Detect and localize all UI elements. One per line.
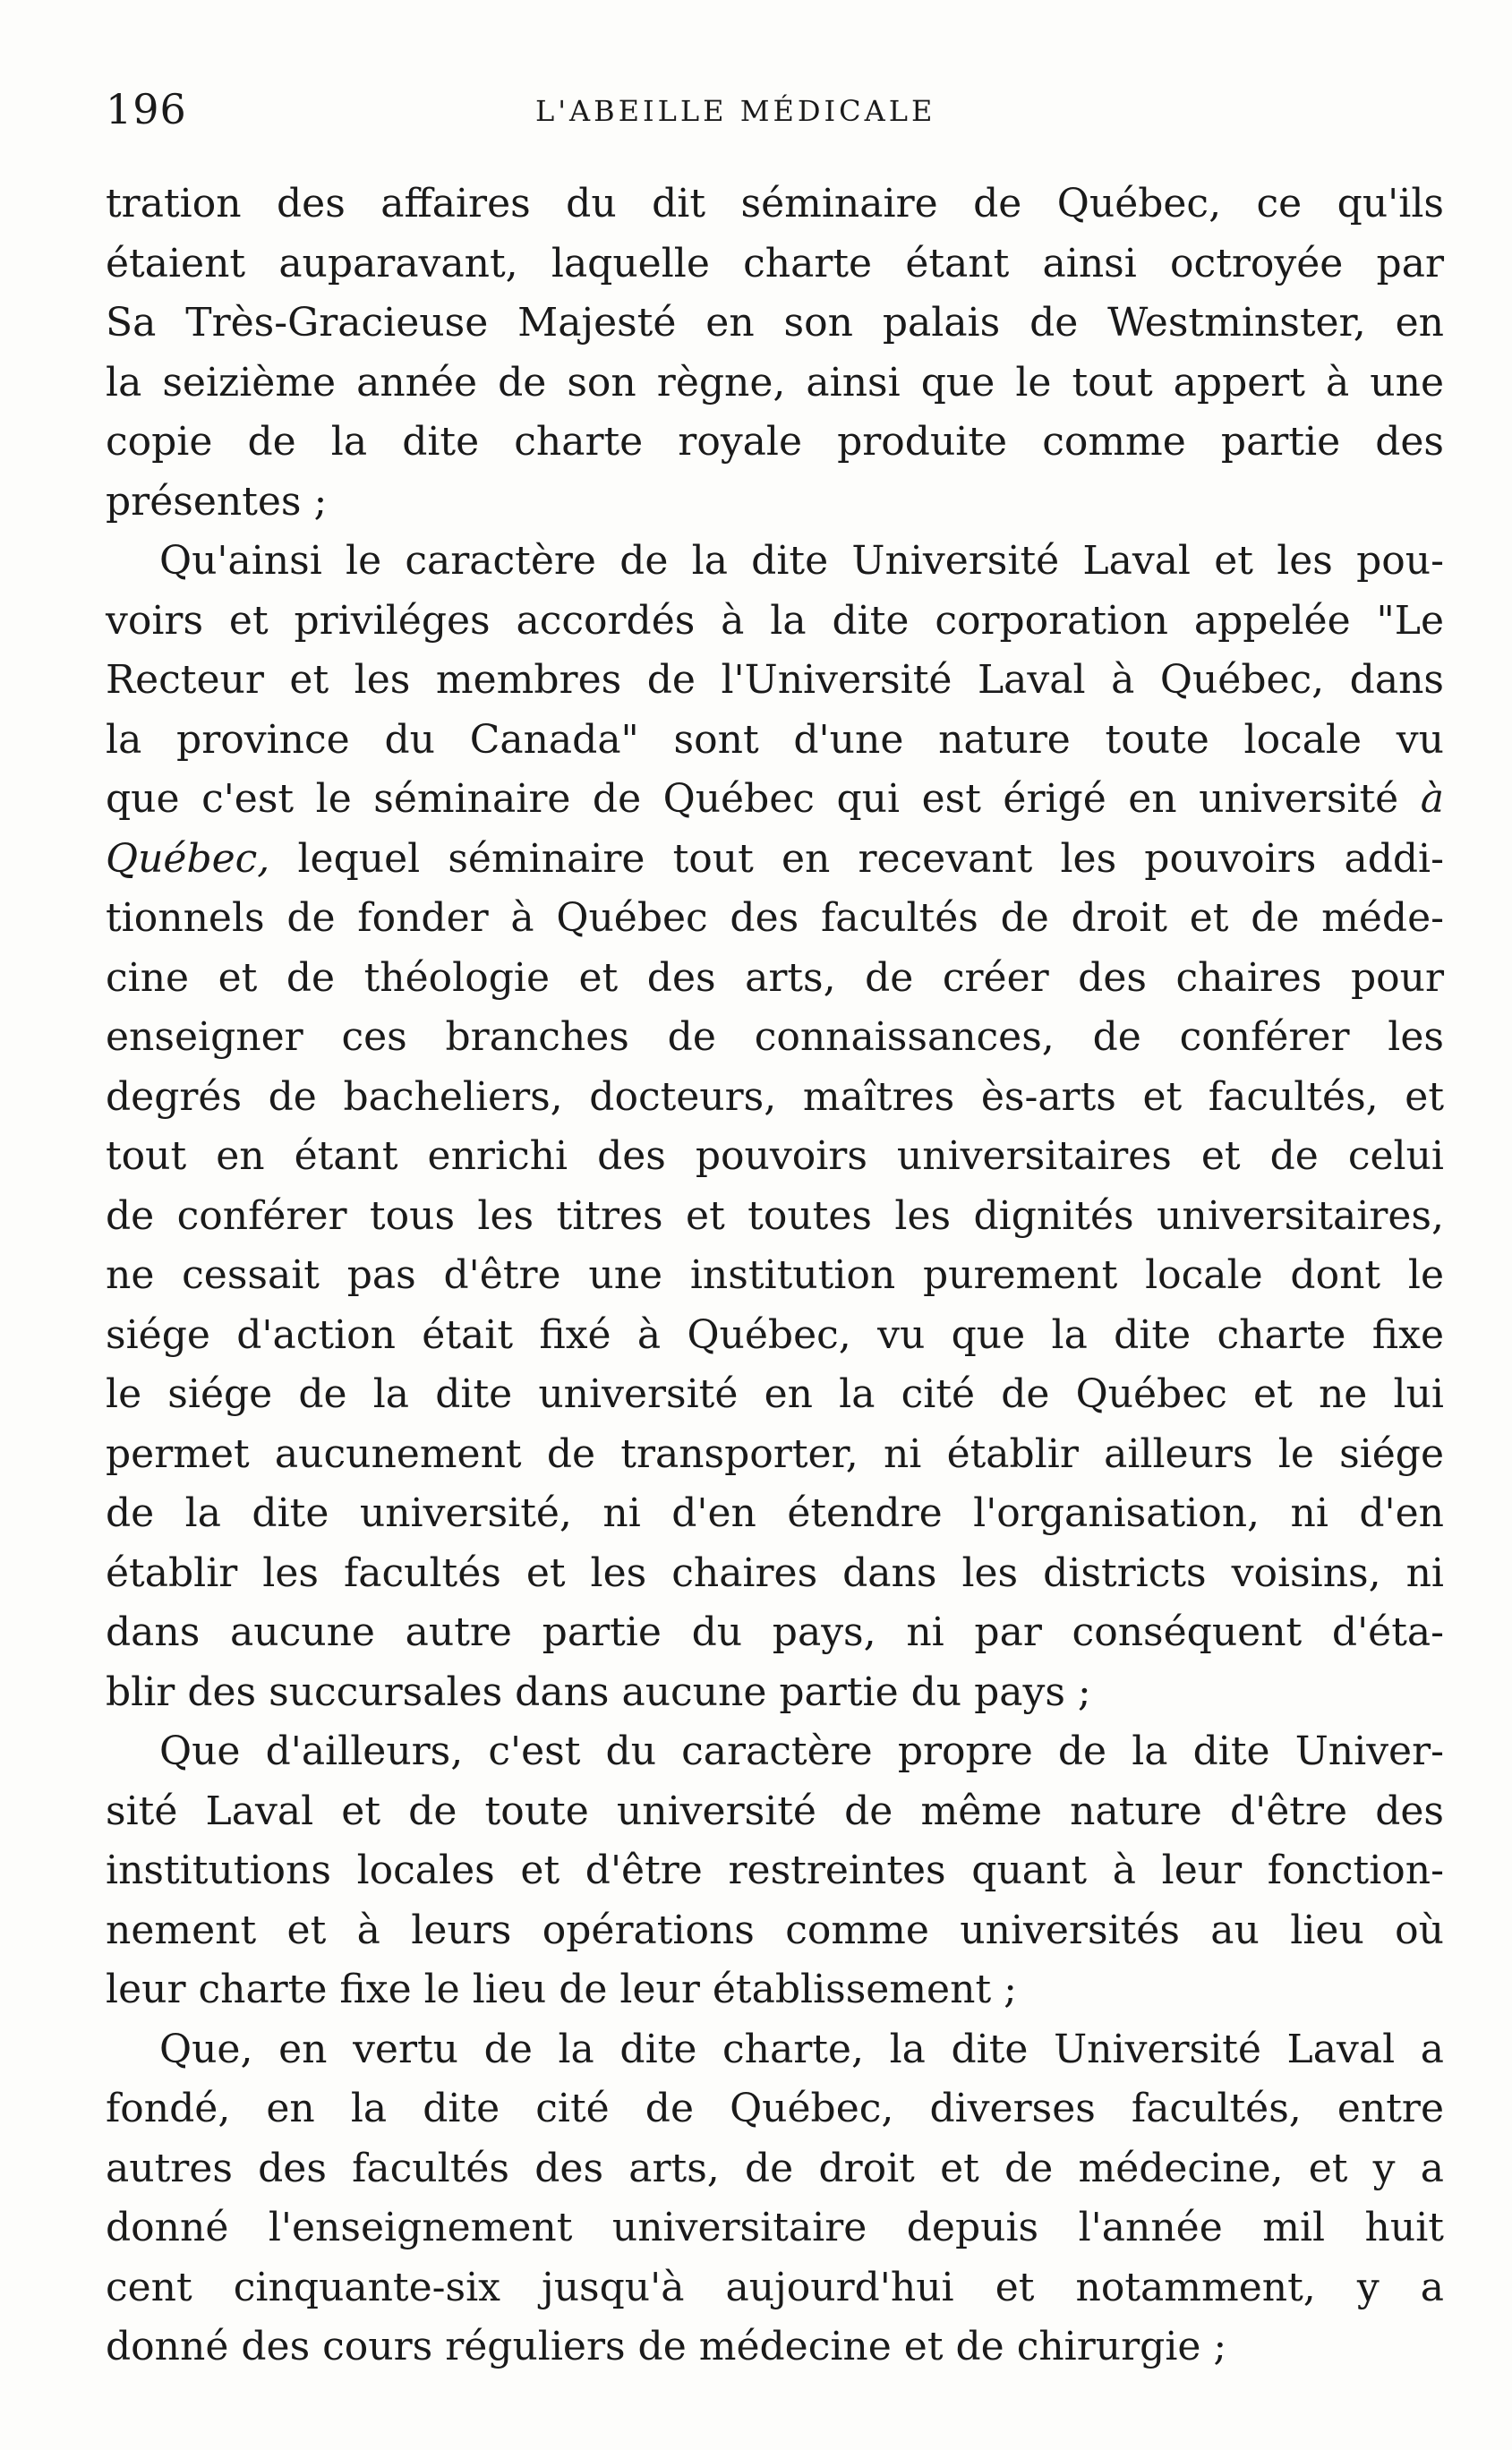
text-line: leur charte fixe le lieu de leur établissement ;: [106, 1967, 1017, 2012]
text-line: nement et à leurs opérations comme universités au lieu où: [106, 1907, 1444, 1953]
text-line: de conférer tous les titres et toutes les dignités universitaires,: [106, 1192, 1444, 1239]
text-line: donné l'enseignement universitaire depuis l'année mil huit: [106, 2205, 1444, 2250]
text-line: la seizième année de son règne, ainsi que le tout appert à une: [106, 359, 1444, 405]
text-line: établir les facultés et les chaires dans les districts voisins, ni: [106, 1549, 1444, 1596]
text-line: cent cinquante-six jusqu'à aujourd'hui et notamment, y a: [106, 2264, 1444, 2310]
text-line: la province du Canada" sont d'une nature toute locale vu: [106, 716, 1444, 763]
text-line: ne cessait pas d'être une institution purement locale dont le: [106, 1252, 1444, 1298]
text-line: tout en étant enrichi des pouvoirs universitaires et de celui: [106, 1133, 1444, 1179]
text-line: étaient auparavant, laquelle charte étant ainsi octroyée par: [106, 240, 1444, 286]
text-line: dans aucune autre partie du pays, ni par conséquent d'éta-: [106, 1609, 1444, 1655]
text-line: le siége de la dite université en la cité de Québec et ne lui: [106, 1371, 1444, 1417]
running-head: [106, 85, 1448, 139]
text-line: Que, en vertu de la dite charte, la dite Université Laval a: [159, 2026, 1444, 2072]
text-line: tionnels de fonder à Québec des facultés de droit et de méde-: [106, 895, 1444, 941]
text-line: siége d'action était fixé à Québec, vu que la dite charte fixe: [106, 1311, 1444, 1358]
text-line: permet aucunement de transporter, ni établir ailleurs le siége: [106, 1430, 1444, 1477]
text-line: Sa Très-Gracieuse Majesté en son palais de Westminster, en: [106, 300, 1444, 346]
text-line: autres des facultés des arts, de droit et de médecine, et y a: [106, 2145, 1444, 2191]
text-line: donné des cours réguliers de médecine et de chirurgie ;: [106, 2324, 1227, 2369]
page-number: 196: [106, 85, 187, 133]
journal-title: L'ABEILLE MÉDICALE: [535, 94, 936, 128]
text-line: de la dite université, ni d'en étendre l'organisation, ni d'en: [106, 1490, 1444, 1536]
text-line: Recteur et les membres de l'Université Laval à Québec, dans: [106, 657, 1444, 703]
text-line: sité Laval et de toute université de même nature d'être des: [106, 1788, 1444, 1834]
text-line: enseigner ces branches de connaissances, de conférer les: [106, 1014, 1444, 1060]
italic-fragment: Québec,: [106, 835, 270, 882]
body-text: [106, 175, 1444, 2377]
text-line: tration des affaires du dit séminaire de Québec, ce qu'ils: [106, 181, 1444, 226]
text-line: présentes ;: [106, 478, 328, 525]
text-line: institutions locales et d'être restreintes quant à leur fonction-: [106, 1848, 1444, 1893]
text-line: blir des succursales dans aucune partie du pays ;: [106, 1669, 1091, 1715]
italic-fragment: à: [1420, 776, 1444, 822]
text-line: copie de la dite charte royale produite comme partie des: [106, 419, 1444, 465]
text-line-with-italic: [106, 770, 1444, 830]
text-line: fondé, en la dite cité de Québec, diverses facultés, entre: [106, 2086, 1444, 2131]
text-line-main: que c'est le séminaire de Québec qui est érigé en université: [106, 776, 1399, 822]
text-line: Que d'ailleurs, c'est du caractère propre de la dite Univer-: [159, 1729, 1444, 1774]
text-line: degrés de bacheliers, docteurs, maîtres ès-arts et facultés, et: [106, 1073, 1444, 1120]
text-line-main: lequel séminaire tout en recevant les pouvoirs addi-: [297, 835, 1444, 882]
text-line-with-italic: [106, 830, 1444, 890]
text-line: cine et de théologie et des arts, de créer des chaires pour: [106, 954, 1444, 1001]
text-line: Qu'ainsi le caractère de la dite Université Laval et les pou-: [159, 538, 1444, 584]
text-line: voirs et priviléges accordés à la dite corporation appelée "Le: [106, 597, 1444, 644]
